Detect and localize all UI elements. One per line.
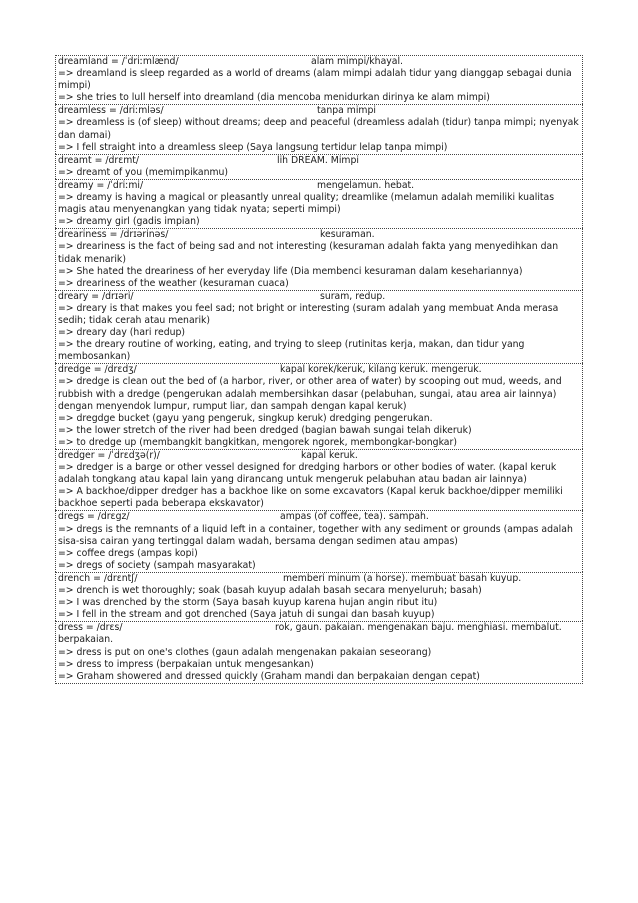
entry-meaning: ampas (of coffee, tea). sampah. (280, 511, 429, 523)
entry-headline (58, 56, 580, 68)
dictionary-sheet (55, 55, 583, 684)
entry-headline (58, 511, 580, 523)
entry-meaning: kapal keruk. (301, 450, 358, 461)
entry-meaning: kapal korek/keruk, kilang keruk. mengeruk. (280, 364, 482, 376)
dictionary-entry (55, 55, 583, 104)
entry-example-line: => dreamy girl (gadis impian) (58, 216, 200, 228)
entry-meaning: tanpa mimpi (317, 105, 376, 117)
entry-example-line: => I was drenched by the storm (Saya basah kuyup karena hujan angin ribut itu) (58, 597, 438, 609)
entry-example-line: => dreariness of the weather (kesuraman cuaca) (58, 277, 289, 289)
entry-headword: dreariness = /drɪərinəs/ (58, 229, 169, 241)
entry-headword: dredge = /drɛdʒ/ (58, 364, 137, 376)
dictionary-entry (55, 104, 583, 153)
entry-example-line: => dregs is the remnants of a liquid left in a container, together with any sediment or grounds (ampas adalah sisa-sisa cairan yang tertinggal dalam wadah, bersama dengan sedimen atau ampas) (58, 523, 573, 547)
entry-example-line: => dreamy is having a magical or pleasantly unreal quality; dreamlike (melamun adalah memiliki kualitas magis atau menyenangkan yang tidak nyata; seperti mimpi) (58, 192, 555, 216)
entry-meaning: kesuraman. (320, 229, 375, 241)
entry-example-line: => dress is put on one's clothes (gaun adalah mengenakan pakaian seseorang) (58, 646, 432, 658)
dictionary-entry (55, 449, 583, 510)
dictionary-entry (55, 154, 583, 179)
entry-headword: dreamt = /drɛmt/ (58, 154, 140, 166)
entry-headline (58, 155, 580, 167)
entry-example-line: => I fell straight into a dreamless sleep (Saya langsung tertidur lelap tanpa mimpi) (58, 141, 448, 153)
entry-example-line: => dreamt of you (memimpikanmu) (58, 166, 229, 178)
entry-example-line: => dregs of society (sampah masyarakat) (58, 559, 256, 571)
entry-headline (58, 180, 580, 192)
entry-example-line: => dress to impress (berpakaian untuk mengesankan) (58, 658, 314, 670)
entry-example-line: => the dreary routine of working, eating, and trying to sleep (rutinitas kerja, makan, dan tidur yang membosankan) (58, 339, 525, 363)
entry-headword: dreamless = /driːmləs/ (58, 105, 164, 117)
entry-headline (58, 450, 580, 462)
entry-meaning: mengelamun. hebat. (317, 179, 415, 191)
entry-headword: dredger = /ˈdrɛdʒə(r)/ (58, 450, 160, 461)
entry-meaning: memberi minum (a horse). membuat basah kuyup. (283, 572, 522, 584)
entry-example-line: => I fell in the stream and got drenched (Saya jatuh di sungai dan basah kuyup) (58, 609, 435, 621)
entry-headline (58, 364, 580, 376)
entry-headword: drench = /drɛntʃ/ (58, 572, 138, 584)
entry-headword: dregs = /drɛgz/ (58, 511, 130, 523)
entry-headline (58, 229, 580, 241)
entry-example-line: => to dredge up (membangkit bangkitkan, mengorek ngorek, membongkar-bongkar) (58, 436, 457, 448)
entry-example-line: => dreary day (hari redup) (58, 327, 186, 339)
entry-example-line: => A backhoe/dipper dredger has a backhoe like on some excavators (Kapal keruk backhoe/dipper memiliki backhoe seperti pada beberapa ekskavator) (58, 486, 563, 510)
entry-headline (58, 622, 580, 646)
entry-headword: dreamland = /ˈdriːmlænd/ (58, 56, 179, 67)
dictionary-entry (55, 290, 583, 364)
entry-headword: dress = /drɛs/ (58, 622, 123, 634)
entry-example-line: => coffee dregs (ampas kopi) (58, 547, 198, 559)
entry-meaning: suram, redup. (320, 290, 386, 302)
entry-meaning: alam mimpi/khayal. (311, 56, 404, 67)
entry-example-line: => dreariness is the fact of being sad and not interesting (kesuraman adalah fakta yang menyedihkan dan tidak menarik) (58, 241, 559, 265)
dictionary-entry (55, 621, 583, 683)
entry-example-line: => dreary is that makes you feel sad; not bright or interesting (suram adalah yang membuat Anda merasa sedih; tidak cerah atau menarik) (58, 302, 559, 326)
entry-headword: dreary = /drɪəri/ (58, 290, 134, 302)
dictionary-entry (55, 363, 583, 449)
entry-example-line: => the lower stretch of the river had been dredged (bagian bawah sungai telah dikeruk) (58, 424, 472, 436)
entry-example-line: => she tries to lull herself into dreamland (dia mencoba menidurkan dirinya ke alam mimpi) (58, 92, 490, 104)
entry-headword: dreamy = /ˈdriːmi/ (58, 179, 144, 191)
dictionary-entry (55, 510, 583, 571)
entry-example-line: => Graham showered and dressed quickly (Graham mandi dan berpakaian dengan cepat) (58, 670, 480, 682)
entry-example-line: => dredge is clean out the bed of (a harbor, river, or other area of water) by scooping out mud, weeds, and rubbish with a dredge (pengerukan adalah membersihkan dasar (pelabuhan, sungai, atau area air lainnya) dengan menyendok lumpur, rumput liar, dan sampah dengan kapal keruk) (58, 376, 562, 412)
entry-example-line: => dreamless is (of sleep) without dreams; deep and peaceful (dreamless adalah (tidur) tanpa mimpi; nyenyak dan damai) (58, 117, 579, 141)
entry-meaning: lih DREAM. Mimpi (277, 154, 359, 166)
entry-example-line: => dregdge bucket (gayu yang pengeruk, singkup keruk) dredging pengerukan. (58, 412, 433, 424)
dictionary-entry (55, 228, 583, 289)
dictionary-entry (55, 179, 583, 228)
entry-example-line: => drench is wet thoroughly; soak (basah kuyup adalah basah secara menyeluruh; basah) (58, 585, 482, 597)
entry-meaning: rok, gaun. pakaian. mengenakan baju. menghiasi. membalut. berpakaian. (58, 622, 562, 646)
entry-example-line: => dredger is a barge or other vessel designed for dredging harbors or other bodies of water. (kapal keruk adalah tongkang atau kapal lain yang dirancang untuk mengeruk pelabuhan atau badan air lainnya) (58, 462, 557, 486)
entry-example-line: => She hated the dreariness of her everyday life (Dia membenci kesuraman dalam kesehariannya) (58, 265, 523, 277)
dictionary-entry (55, 572, 583, 621)
entry-headline (58, 573, 580, 585)
entry-example-line: => dreamland is sleep regarded as a world of dreams (alam mimpi adalah tidur yang dianggap sebagai dunia mimpi) (58, 68, 572, 92)
entry-headline (58, 291, 580, 303)
entry-headline (58, 105, 580, 117)
